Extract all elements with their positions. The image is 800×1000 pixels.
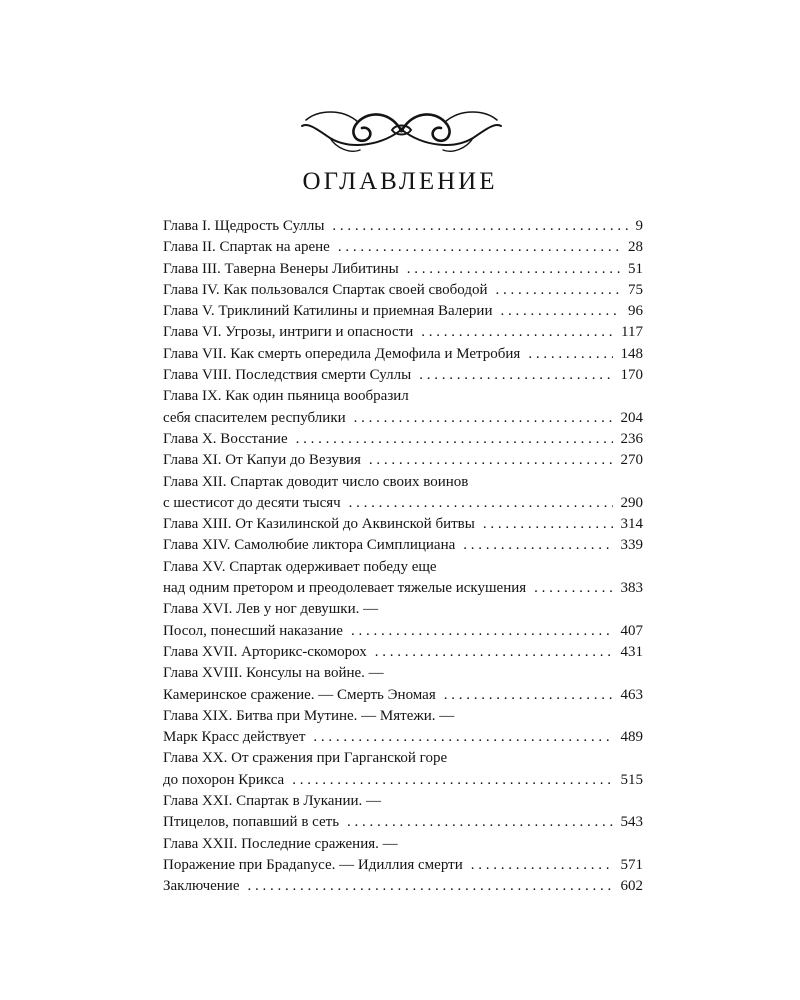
toc-entry-line	[163, 365, 643, 386]
toc-entry-title: Глава XVII. Арторикс-скоморох	[163, 643, 367, 660]
page-number: 117	[621, 324, 643, 341]
dot-leader	[375, 642, 613, 663]
dot-leader	[534, 578, 612, 599]
toc-entry-line	[163, 237, 643, 258]
toc-entry-line	[163, 621, 643, 642]
toc-entry-line	[163, 408, 643, 429]
page-number: 9	[635, 218, 643, 234]
page-number: 75	[628, 281, 643, 298]
page-number: 571	[620, 856, 643, 873]
toc-entry-line	[163, 535, 643, 556]
page-number: 270	[620, 452, 643, 469]
toc-entry-title: себя спасителем республики	[163, 409, 346, 426]
page-number: 407	[620, 622, 643, 639]
page-title: ОГЛАВЛЕНИЕ	[302, 168, 498, 195]
page-number: 236	[620, 430, 643, 447]
toc-entry-title: Глава VII. Как смерть опередила Демофила и Метробия	[163, 345, 521, 362]
dot-leader	[296, 429, 613, 450]
toc-entry-title: Глава XX. От сражения при Гарганской горе	[163, 750, 448, 767]
toc-entry-line	[163, 493, 643, 514]
toc-entry-title: над одним претором и преодолевает тяжелые искушения	[163, 580, 527, 597]
toc-entry-line	[163, 770, 643, 791]
page-number: 51	[628, 260, 643, 277]
page-number: 515	[620, 771, 643, 788]
dot-leader	[332, 216, 627, 237]
page-number: 314	[620, 516, 643, 533]
toc-entry-line	[163, 557, 643, 578]
toc-entry-title: Глава II. Спартак на арене	[163, 239, 330, 256]
dot-leader	[528, 344, 612, 365]
dot-leader	[471, 855, 613, 876]
dot-leader	[500, 301, 620, 322]
toc-entry-title: до похорон Крикса	[163, 771, 285, 788]
page-number: 28	[628, 239, 643, 256]
flourish-ornament-icon	[300, 100, 503, 158]
toc-entry-line	[163, 514, 643, 535]
toc-entry-line	[163, 472, 643, 493]
toc-entry-title: Глава XXI. Спартак в Лукании. —	[163, 793, 381, 810]
toc-entry-title: Глава III. Таверна Венеры Либитины	[163, 260, 399, 277]
toc-entry-line	[163, 876, 643, 897]
toc-entry-line	[163, 685, 643, 706]
page-number: 290	[620, 494, 643, 511]
dot-leader	[349, 493, 613, 514]
toc-entry-line	[163, 322, 643, 343]
page-number: 602	[620, 878, 643, 895]
page-number: 170	[620, 367, 643, 384]
dot-leader	[248, 876, 613, 897]
dot-leader	[444, 685, 613, 706]
toc-entry-title: Глава XVIII. Консулы на войне. —	[163, 665, 384, 682]
dot-leader	[369, 450, 613, 471]
toc-entry-title: Глава XIV. Самолюбие ликтора Симплициана	[163, 537, 456, 554]
toc-entry-title: Глава VI. Угрозы, интриги и опасности	[163, 324, 414, 341]
toc-entry-line	[163, 578, 643, 599]
dot-leader	[292, 770, 612, 791]
toc-entry-line	[163, 450, 643, 471]
dot-leader	[313, 727, 612, 748]
toc-entry-title: Птицелов, попавший в сеть	[163, 814, 340, 831]
page-number: 489	[620, 729, 643, 746]
toc-entry-title: Глава VIII. Последствия смерти Суллы	[163, 367, 412, 384]
toc-entry-title: Глава XIX. Битва при Мутине. — Мятежи. —	[163, 707, 455, 724]
toc-entry-line	[163, 216, 643, 237]
toc-entry-title: Камеринское сражение. — Смерть Эномая	[163, 686, 436, 703]
page-number: 383	[620, 580, 643, 597]
toc-entry-title: Поражение при Брадanусе. — Идиллия смерти	[163, 856, 463, 873]
page-number: 431	[620, 643, 643, 660]
toc-entry-line	[163, 791, 643, 812]
toc-entry-title: Глава IX. Как один пьяница вообразил	[163, 388, 409, 405]
dot-leader	[351, 621, 613, 642]
toc-entry-line	[163, 706, 643, 727]
toc-entry-title: с шестисот до десяти тысяч	[163, 494, 341, 511]
toc-entry-line	[163, 748, 643, 769]
table-of-contents	[163, 216, 643, 898]
toc-entry-line	[163, 259, 643, 280]
dot-leader	[421, 322, 613, 343]
toc-entry-title: Глава XXII. Последние сражения. —	[163, 835, 398, 852]
page-number: 463	[620, 686, 643, 703]
toc-entry-line	[163, 301, 643, 322]
dot-leader	[463, 535, 612, 556]
page-number: 148	[620, 345, 643, 362]
dot-leader	[407, 259, 620, 280]
toc-entry-line	[163, 386, 643, 407]
toc-entry-line	[163, 344, 643, 365]
dot-leader	[496, 280, 620, 301]
toc-entry-title: Глава XV. Спартак одерживает победу еще	[163, 558, 437, 575]
toc-entry-title: Глава X. Восстание	[163, 430, 288, 447]
toc-entry-line	[163, 663, 643, 684]
dot-leader	[347, 812, 612, 833]
toc-entry-line	[163, 727, 643, 748]
toc-entry-title: Марк Красс действует	[163, 729, 306, 746]
toc-entry-title: Глава XVI. Лев у ног девушки. —	[163, 601, 379, 618]
toc-entry-title: Глава XI. От Капуи до Везувия	[163, 452, 361, 469]
toc-entry-title: Глава I. Щедрость Суллы	[163, 218, 325, 234]
toc-entry-line	[163, 834, 643, 855]
toc-entry-line	[163, 855, 643, 876]
toc-entry-line	[163, 599, 643, 620]
toc-entry-line	[163, 280, 643, 301]
toc-entry-line	[163, 812, 643, 833]
page-number: 543	[620, 814, 643, 831]
page-number: 204	[620, 409, 643, 426]
page-number: 96	[628, 303, 643, 320]
page-number: 339	[620, 537, 643, 554]
toc-entry-title: Глава XIII. От Казилинской до Аквинской битвы	[163, 516, 475, 533]
dot-leader	[483, 514, 613, 535]
dot-leader	[338, 237, 620, 258]
toc-entry-line	[163, 642, 643, 663]
toc-entry-title: Глава V. Триклиний Катилины и приемная Валерии	[163, 303, 493, 320]
toc-entry-title: Глава IV. Как пользовался Спартак своей свободой	[163, 281, 488, 298]
toc-entry-title: Глава XII. Спартак доводит число своих воинов	[163, 473, 469, 490]
toc-entry-title: Заключение	[163, 878, 240, 895]
toc-entry-line	[163, 429, 643, 450]
dot-leader	[419, 365, 612, 386]
toc-entry-title: Посол, понесший наказание	[163, 622, 343, 639]
dot-leader	[354, 408, 613, 429]
